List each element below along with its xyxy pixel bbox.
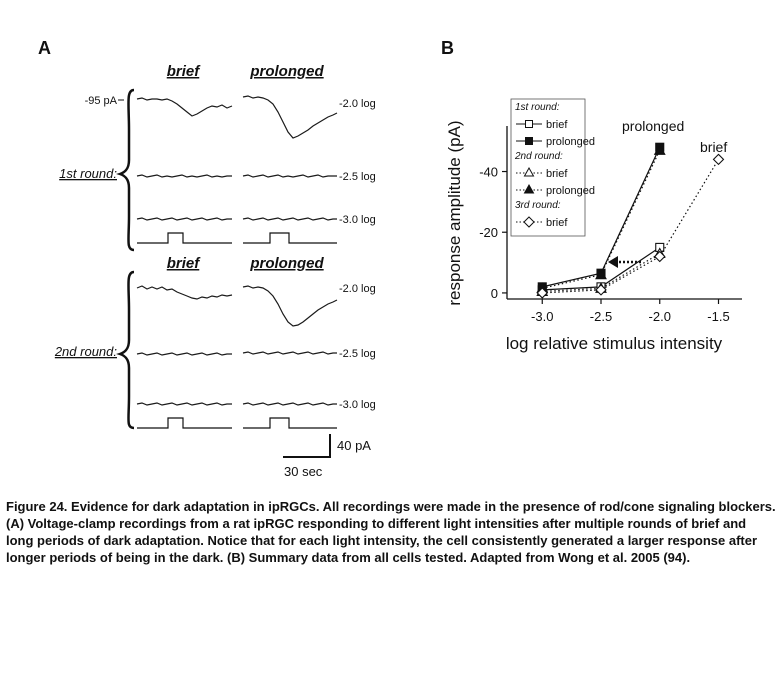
stimulus-r1-brief	[137, 233, 232, 243]
column-header-brief-2: brief	[166, 255, 200, 272]
annotation-prolonged: prolonged	[622, 118, 685, 134]
intensity-label-r2-2.0: -2.0 log	[339, 283, 376, 295]
column-header-brief: brief	[166, 63, 200, 80]
y-axis-label: response amplitude (pA)	[445, 120, 464, 306]
column-header-prolonged: prolonged	[250, 63, 324, 80]
x-tick-label: -2.0	[648, 309, 671, 324]
y-tick-label: -40	[479, 164, 498, 180]
intensity-label-r1-2.0: -2.0 log	[339, 98, 376, 110]
legend-filled-square-marker	[526, 138, 533, 145]
x-tick-label: -3.0	[531, 309, 554, 324]
legend-round-2-title: 2nd round:	[515, 151, 563, 162]
trace-r2-brief-2.0	[137, 286, 232, 299]
trace-r2-prolonged-2.5	[243, 352, 337, 354]
legend-r3-brief: brief	[546, 217, 568, 229]
legend-round-1-title: 1st round:	[515, 102, 560, 113]
panel-a	[38, 38, 376, 479]
trace-r2-brief-3.0	[137, 403, 232, 405]
x-axis-label: log relative stimulus intensity	[505, 334, 723, 353]
panel-a-label: A	[38, 38, 51, 58]
y-ticks	[479, 165, 507, 301]
legend-r2-brief: brief	[546, 168, 568, 180]
trace-r1-prolonged-3.0	[243, 218, 337, 220]
trace-r1-brief-3.0	[137, 218, 232, 220]
round-2-brace	[120, 272, 134, 428]
stimulus-r1-prolonged	[243, 233, 337, 243]
y-tick-label: -20	[479, 225, 498, 241]
panel-b-label: B	[441, 38, 454, 58]
trace-r1-brief-2.0	[137, 98, 232, 116]
panel-b	[441, 38, 742, 353]
intensity-label-r1-3.0: -3.0 log	[339, 214, 376, 226]
intensity-label-r1-2.5: -2.5 log	[339, 171, 376, 183]
x-tick-label: -1.5	[707, 309, 730, 324]
scale-current-label: -95 pA	[84, 95, 117, 107]
legend-open-square-marker	[526, 121, 533, 128]
data-point	[714, 154, 724, 164]
legend-r1-prolonged: prolonged	[546, 136, 595, 148]
annotation-brief: brief	[700, 139, 728, 155]
x-ticks	[531, 299, 730, 324]
trace-r2-prolonged-2.0	[243, 286, 337, 326]
x-tick-label: -2.5	[589, 309, 613, 324]
legend-round-3-title: 3rd round:	[515, 200, 561, 211]
trace-r2-prolonged-3.0	[243, 403, 337, 405]
annotation-arrow-head	[608, 256, 618, 268]
scale-bar-y-label: 40 pA	[337, 438, 371, 453]
trace-r1-brief-2.5	[137, 175, 232, 177]
y-tick-label: 0	[490, 285, 498, 301]
stimulus-r2-brief	[137, 418, 232, 428]
scale-bar-x-label: 30 sec	[284, 464, 323, 479]
trace-r2-brief-2.5	[137, 353, 232, 355]
legend	[511, 99, 595, 236]
round-1-brace	[120, 90, 134, 250]
figure-caption: Figure 24. Evidence for dark adaptation in ipRGCs. All recordings were made in the presence of rod/cone signaling blockers. (A) Voltage-clamp recordings from a rat ipRGC responding to different light intensities after multiple rounds of brief and long periods of dark adaptation. Notice that for each light intensity, the cell consistently generated a larger response after longer periods of being in the dark. (B) Summary data from all cells tested. Adapted from Wong et al. 2005 (94).	[6, 499, 776, 565]
scale-bar	[283, 434, 330, 457]
legend-r1-brief: brief	[546, 119, 568, 131]
round-1-label: 1st round:	[59, 166, 117, 181]
legend-r2-prolonged: prolonged	[546, 185, 595, 197]
column-header-prolonged-2: prolonged	[250, 255, 324, 272]
trace-r1-prolonged-2.5	[243, 175, 337, 177]
data-point	[655, 252, 665, 262]
stimulus-r2-prolonged	[243, 418, 337, 428]
recording-traces	[137, 96, 337, 405]
intensity-label-r2-3.0: -3.0 log	[339, 399, 376, 411]
round-2-label: 2nd round:	[54, 344, 117, 359]
trace-r1-prolonged-2.0	[243, 96, 337, 138]
intensity-label-r2-2.5: -2.5 log	[339, 348, 376, 360]
